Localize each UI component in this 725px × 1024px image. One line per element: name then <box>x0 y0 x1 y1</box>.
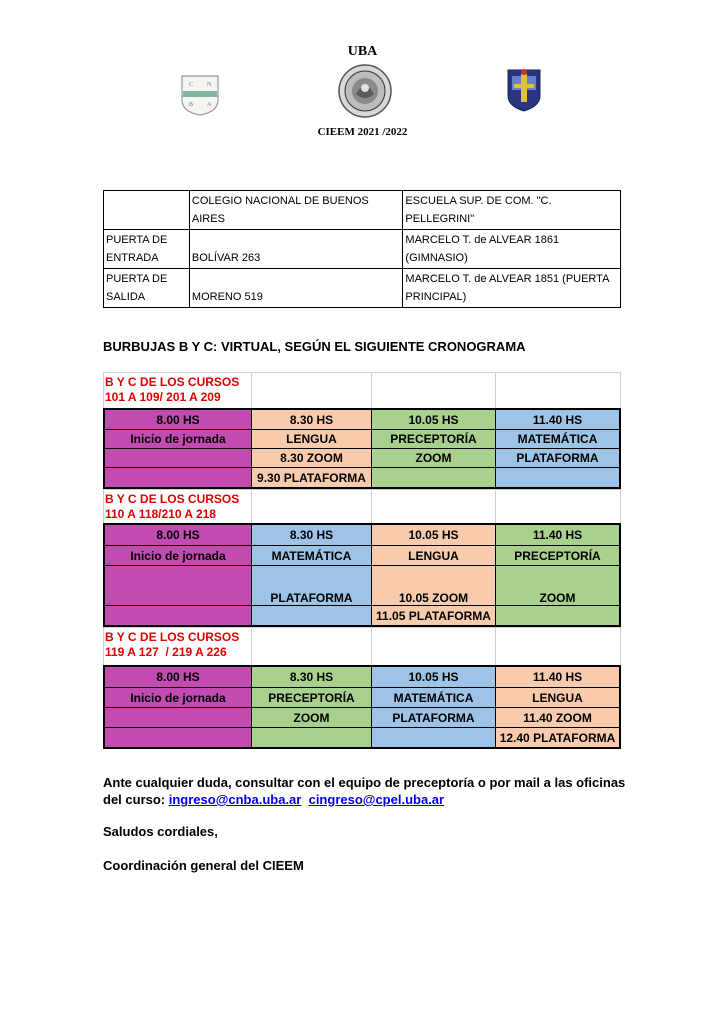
schedule-column <box>252 410 372 487</box>
schedule-column <box>252 667 372 747</box>
schedule-cell <box>252 727 371 747</box>
schedule-cell: Inicio de jornada <box>105 429 251 448</box>
header-cell <box>252 372 372 408</box>
email-link-cnba[interactable]: ingreso@cnba.uba.ar <box>168 792 302 807</box>
table-row <box>104 230 621 269</box>
svg-text:A: A <box>207 102 212 108</box>
schedule-cell <box>496 467 619 487</box>
schedule-cell: PRECEPTORÍA <box>252 687 371 707</box>
cieem-title: CIEEM 2021 /2022 <box>317 126 408 138</box>
schedule-cell: MATEMÁTICA <box>372 687 495 707</box>
schedule-column <box>105 525 252 625</box>
schedule-cell: MATEMÁTICA <box>252 545 371 565</box>
schedule-cell: 11.40 HS <box>496 667 619 687</box>
table-cell: MARCELO T. de ALVEAR 1851 (PUERTA PRINCIPAL) <box>403 269 621 308</box>
schedule-cell <box>105 707 251 727</box>
schedule-column <box>252 525 372 625</box>
schedule-cell: Inicio de jornada <box>105 545 251 565</box>
schedule-cell: 12.40 PLATAFORMA <box>496 727 619 747</box>
schedule-cell: Inicio de jornada <box>105 687 251 707</box>
schedule-column <box>372 667 496 747</box>
pellegrini-emblem-logo <box>506 66 542 112</box>
schedule-cell: 10.05 ZOOM <box>372 565 495 605</box>
cnba-shield-logo <box>180 74 220 116</box>
header-cell <box>372 627 496 665</box>
schedule-cell <box>105 727 251 747</box>
header-cell <box>252 627 372 665</box>
table-cell: MORENO 519 <box>189 269 403 308</box>
header-cell <box>496 627 621 665</box>
table-cell <box>104 191 190 230</box>
schedule-cell: 9.30 PLATAFORMA <box>252 467 371 487</box>
schedule-column <box>496 410 619 487</box>
course-group-range: 110 A 118/210 A 218 <box>105 507 216 521</box>
schedule-cell: PLATAFORMA <box>496 448 619 467</box>
table-cell: ESCUELA SUP. DE COM. "C. PELLEGRINI" <box>403 191 621 230</box>
schedule-cell: MATEMÁTICA <box>496 429 619 448</box>
entrance-exit-table <box>103 190 621 308</box>
schedule-block <box>103 665 621 749</box>
schedule-cell: PLATAFORMA <box>252 565 371 605</box>
schedule-column <box>105 667 252 747</box>
schedule-cell: LENGUA <box>252 429 371 448</box>
course-group-header <box>103 489 621 523</box>
header-cell <box>252 489 372 523</box>
course-group-title <box>104 628 251 660</box>
uba-seal-logo <box>338 64 392 118</box>
course-group-title <box>104 490 251 522</box>
closing-greeting: Saludos cordiales, <box>103 824 218 839</box>
schedule-cell <box>252 605 371 625</box>
header-cell <box>496 372 621 408</box>
course-group-header <box>103 372 621 408</box>
table-cell: PUERTA DE SALIDA <box>104 269 190 308</box>
uba-title: UBA <box>347 44 378 59</box>
schedule-cell: 10.05 HS <box>372 410 495 429</box>
schedule-cell: 8.00 HS <box>105 410 251 429</box>
schedule-cell: LENGUA <box>496 687 619 707</box>
svg-text:N: N <box>207 82 212 88</box>
schedule-block <box>103 523 621 627</box>
schedule-cell: PRECEPTORÍA <box>372 429 495 448</box>
schedule-cell <box>105 565 251 605</box>
schedule-cell: LENGUA <box>372 545 495 565</box>
schedule-cell <box>496 605 619 625</box>
contact-text: Ante cualquier duda, consultar con el equipo de preceptoría o por mail a las oficinas del curso: <box>103 775 626 807</box>
schedule-cell <box>372 727 495 747</box>
schedule-cell: 11.40 HS <box>496 410 619 429</box>
schedule-cell: 11.40 ZOOM <box>496 707 619 727</box>
table-cell: BOLÍVAR 263 <box>189 230 403 269</box>
schedule-cell: PLATAFORMA <box>372 707 495 727</box>
course-group-header <box>103 627 621 665</box>
table-row <box>104 269 621 308</box>
course-group-title-line: B Y C DE LOS CURSOS <box>105 375 240 389</box>
schedule-cell: 10.05 HS <box>372 667 495 687</box>
contact-paragraph <box>103 774 643 808</box>
svg-text:B: B <box>189 102 194 108</box>
header-cell <box>103 627 252 665</box>
course-group-range: 101 A 109/ 201 A 209 <box>105 390 221 404</box>
schedule-column <box>372 410 496 487</box>
course-group-title <box>104 373 251 405</box>
table-header-row <box>104 191 621 230</box>
schedule-cell: PRECEPTORÍA <box>496 545 619 565</box>
svg-text:C: C <box>189 82 194 88</box>
schedule-column <box>496 667 619 747</box>
schedule-cell: 8.30 HS <box>252 667 371 687</box>
schedule-cell: 8.30 ZOOM <box>252 448 371 467</box>
schedule-grid <box>103 372 621 749</box>
signature-line: Coordinación general del CIEEM <box>103 858 304 873</box>
schedule-cell: 11.40 HS <box>496 525 619 545</box>
header-cell <box>103 372 252 408</box>
header-cell <box>496 489 621 523</box>
schedule-cell: ZOOM <box>252 707 371 727</box>
schedule-cell: ZOOM <box>372 448 495 467</box>
table-cell: PUERTA DE ENTRADA <box>104 230 190 269</box>
schedule-column <box>372 525 496 625</box>
schedule-cell: 10.05 HS <box>372 525 495 545</box>
schedule-cell: 11.05 PLATAFORMA <box>372 605 495 625</box>
schedule-block <box>103 408 621 489</box>
schedule-cell <box>105 448 251 467</box>
schedule-cell <box>372 467 495 487</box>
header-cell <box>372 372 496 408</box>
email-link-cpel[interactable]: cingreso@cpel.uba.ar <box>308 792 445 807</box>
schedule-heading: BURBUJAS B Y C: VIRTUAL, SEGÚN EL SIGUIENTE CRONOGRAMA <box>103 339 526 354</box>
schedule-cell <box>105 467 251 487</box>
table-cell: COLEGIO NACIONAL DE BUENOS AIRES <box>189 191 403 230</box>
course-group-title-line: B Y C DE LOS CURSOS <box>105 630 240 644</box>
course-group-title-line: B Y C DE LOS CURSOS <box>105 492 240 506</box>
schedule-cell <box>105 605 251 625</box>
schedule-cell: ZOOM <box>496 565 619 605</box>
schedule-cell: 8.30 HS <box>252 410 371 429</box>
course-group-range: 119 A 127 / 219 A 226 <box>105 645 227 659</box>
schedule-cell: 8.30 HS <box>252 525 371 545</box>
schedule-column <box>496 525 619 625</box>
schedule-cell: 8.00 HS <box>105 525 251 545</box>
schedule-column <box>105 410 252 487</box>
table-cell: MARCELO T. de ALVEAR 1861 (GIMNASIO) <box>403 230 621 269</box>
header-cell <box>103 489 252 523</box>
schedule-cell: 8.00 HS <box>105 667 251 687</box>
header-cell <box>372 489 496 523</box>
